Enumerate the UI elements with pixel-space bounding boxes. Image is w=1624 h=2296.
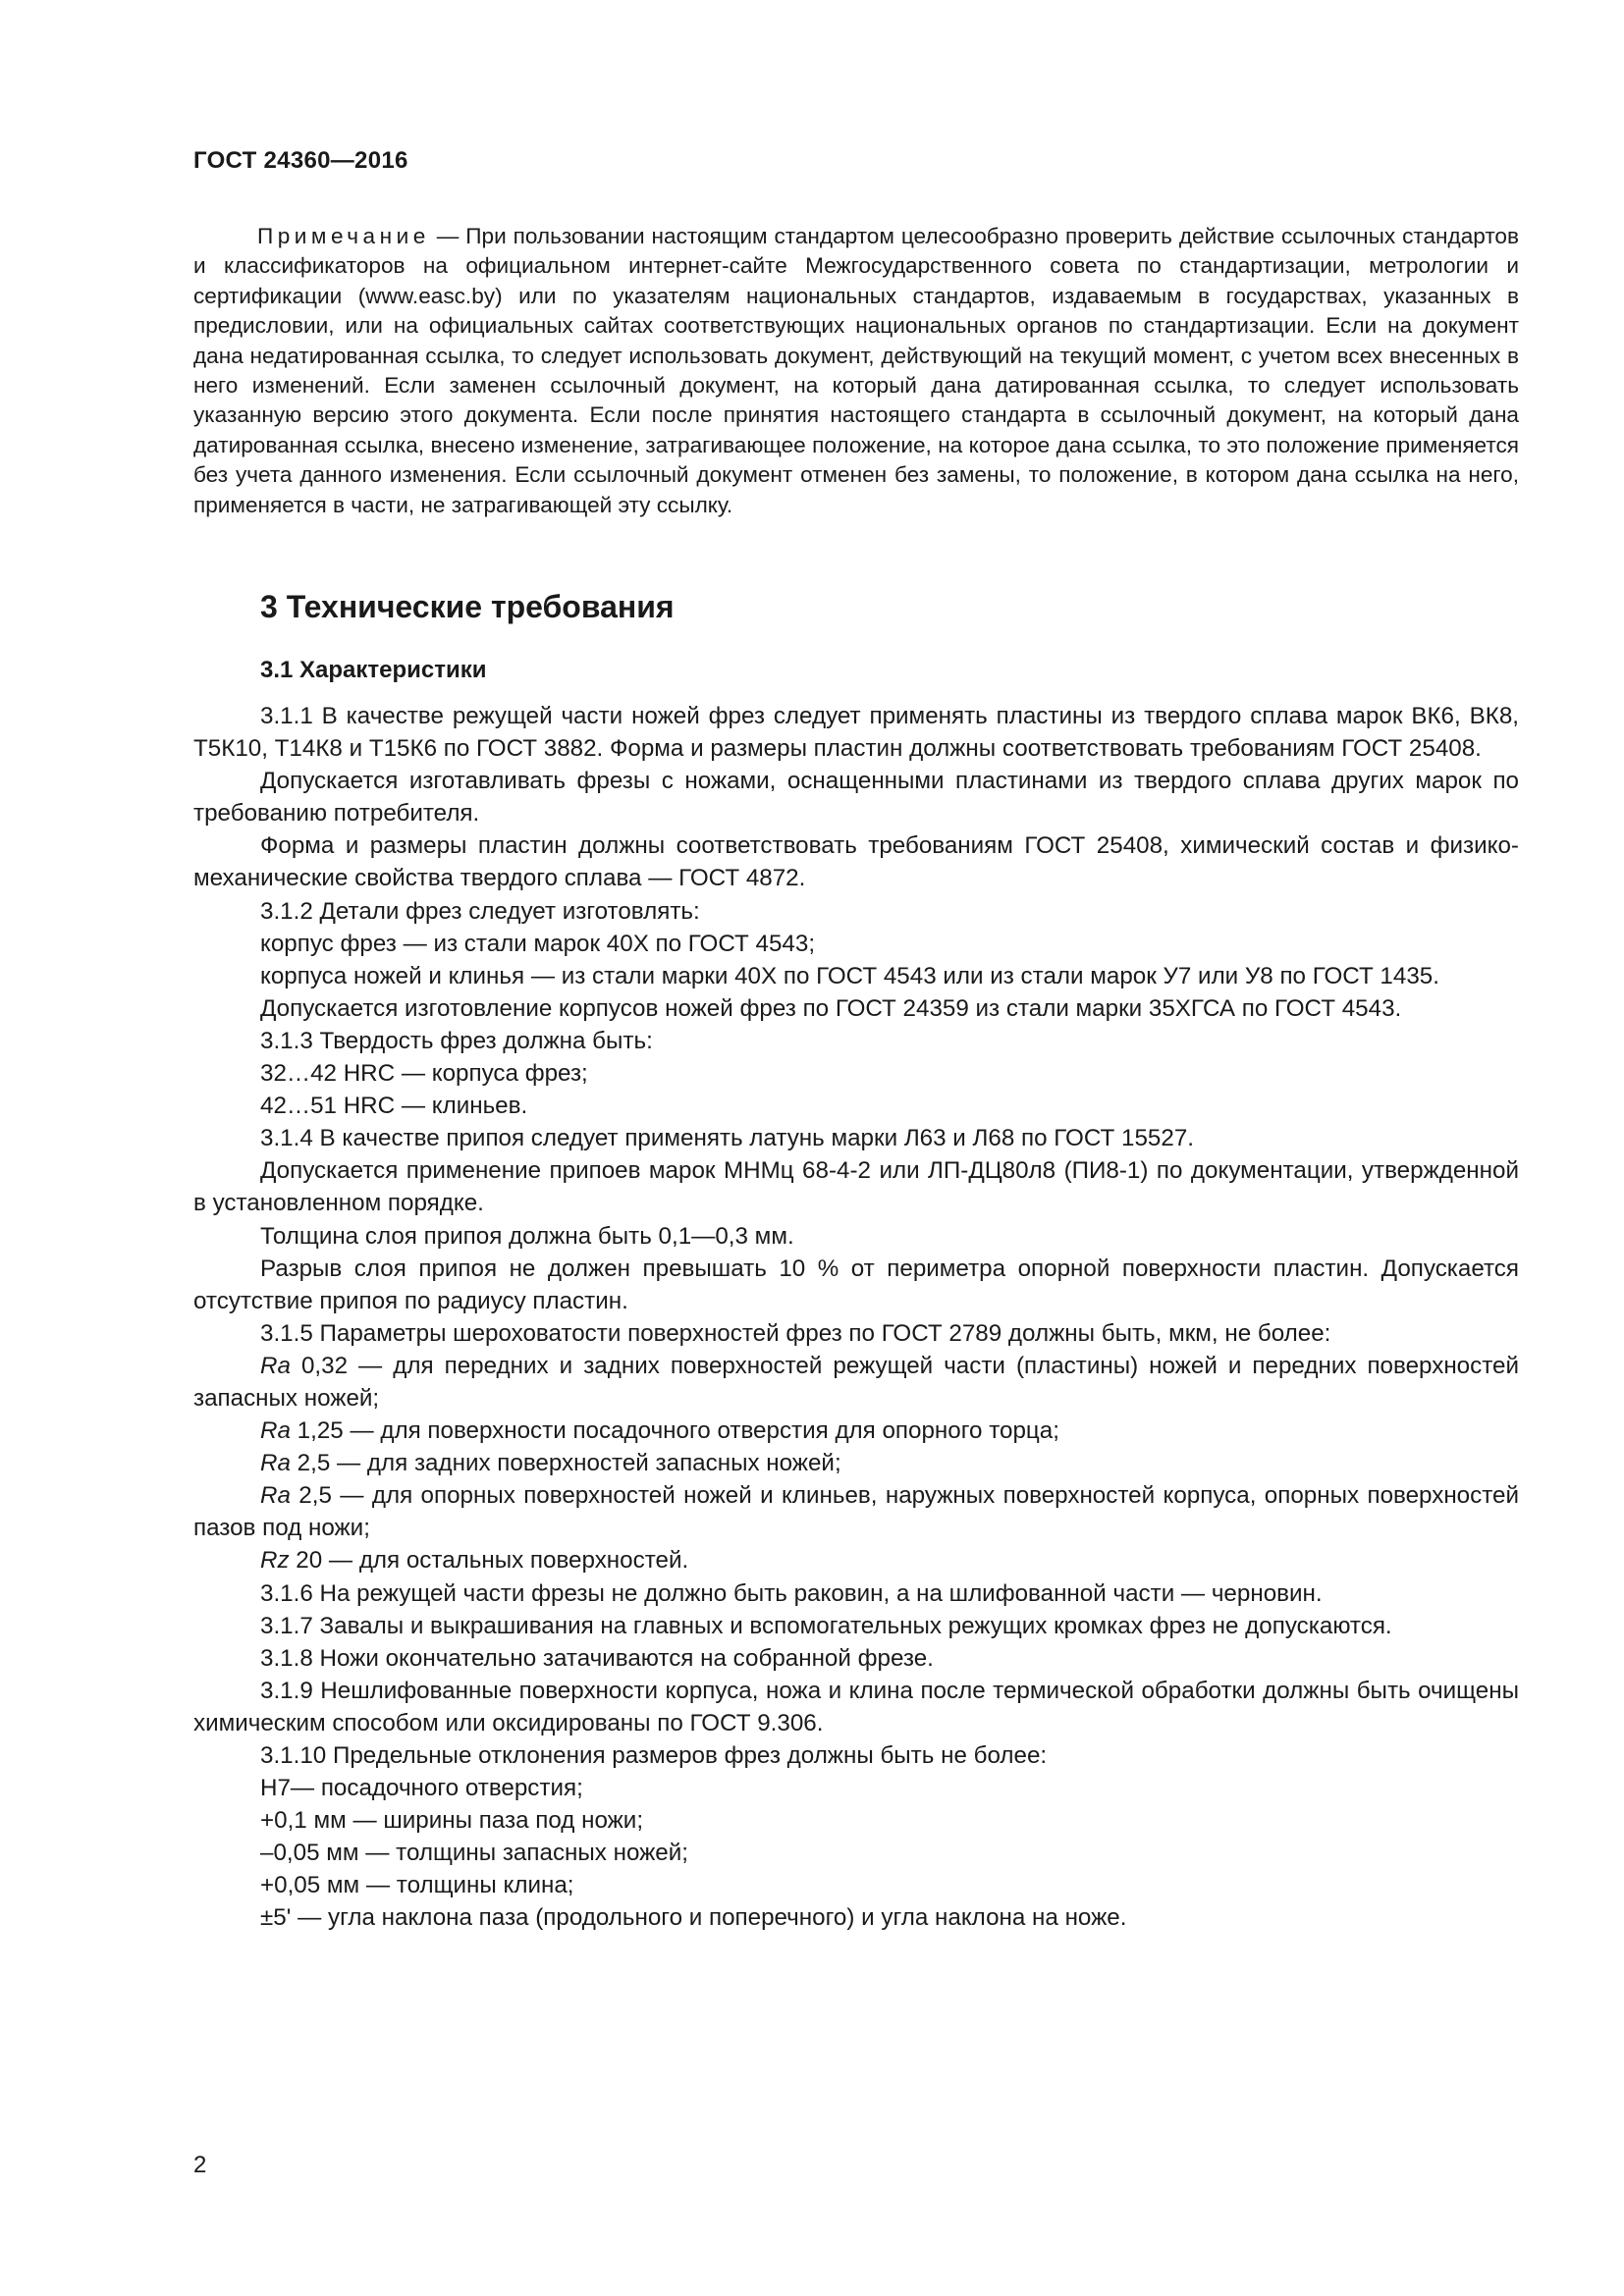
roughness-symbol: Ra	[260, 1417, 291, 1445]
roughness-symbol: Ra	[260, 1482, 291, 1510]
paragraph: 3.1.6 На режущей части фрезы не должно быть раковин, а на шлифованной части — черновин.	[260, 1579, 1323, 1607]
paragraph: Форма и размеры пластин должны соответствовать требованиям ГОСТ 25408, химический состав и физико-механические свойства твердого сплава — ГОСТ 4872.	[193, 832, 1519, 892]
section-title: 3 Технические требования	[260, 589, 675, 624]
paragraph: Ra 2,5 — для задних поверхностей запасных ножей;	[260, 1450, 841, 1477]
paragraph: Ra 2,5 — для опорных поверхностей ножей и клиньев, наружных поверхностей корпуса, опорных поверхностей пазов под ножи;	[193, 1482, 1519, 1542]
paragraph: Ra 1,25 — для поверхности посадочного отверстия для опорного торца;	[260, 1417, 1059, 1445]
paragraph: Толщина слоя припоя должна быть 0,1—0,3 мм.	[260, 1222, 794, 1250]
roughness-symbol: Ra	[260, 1450, 291, 1477]
roughness-symbol: Rz	[260, 1547, 290, 1575]
roughness-symbol: Ra	[260, 1352, 291, 1379]
paragraph: Н7— посадочного отверстия;	[260, 1775, 583, 1802]
paragraph: +0,1 мм — ширины паза под ножи;	[260, 1807, 644, 1835]
body-text	[193, 700, 1519, 1935]
paragraph: Допускается изготовление корпусов ножей фрез по ГОСТ 24359 из стали марки 35ХГСА по ГОСТ 4543.	[260, 994, 1402, 1022]
note-label: Примечание	[257, 224, 430, 248]
paragraph: ±5' — угла наклона паза (продольного и поперечного) и угла наклона на ноже.	[260, 1904, 1127, 1932]
paragraph: 3.1.5 Параметры шероховатости поверхностей фрез по ГОСТ 2789 должны быть, мкм, не более:	[260, 1319, 1331, 1347]
paragraph: 3.1.4 В качестве припоя следует применять латунь марки Л63 и Л68 по ГОСТ 15527.	[260, 1125, 1194, 1152]
paragraph: Допускается применение припоев марок МНМц 68-4-2 или ЛП-ДЦ80л8 (ПИ8-1) по документации, утвержденной в установленном порядке.	[193, 1157, 1519, 1217]
paragraph: Допускается изготавливать фрезы с ножами, оснащенными пластинами из твердого сплава других марок по требованию потребителя.	[193, 768, 1519, 828]
paragraph: 3.1.3 Твердость фрез должна быть:	[260, 1027, 653, 1054]
document-code: ГОСТ 24360—2016	[193, 147, 408, 174]
paragraph: 3.1.9 Нешлифованные поверхности корпуса, ножа и клина после термической обработки должны быть очищены химическим способом или оксидированы по ГОСТ 9.306.	[193, 1677, 1519, 1736]
paragraph: –0,05 мм — толщины запасных ножей;	[260, 1840, 688, 1867]
paragraph: Rz 20 — для остальных поверхностей.	[260, 1547, 689, 1575]
paragraph: 42…51 HRC — клиньев.	[260, 1093, 528, 1120]
subsection-title: 3.1 Характеристики	[260, 657, 487, 683]
paragraph: 3.1.7 Завалы и выкрашивания на главных и вспомогательных режущих кромках фрез не допускаются.	[260, 1612, 1392, 1639]
paragraph: 3.1.10 Предельные отклонения размеров фрез должны быть не более:	[260, 1742, 1048, 1769]
paragraph: 32…42 HRC — корпуса фрез;	[260, 1060, 588, 1088]
paragraph: корпус фрез — из стали марок 40Х по ГОСТ 4543;	[260, 930, 816, 957]
paragraph: Ra 0,32 — для передних и задних поверхностей режущей части (пластины) ножей и передних поверхностей запасных ножей;	[193, 1352, 1519, 1412]
paragraph: 3.1.2 Детали фрез следует изготовлять:	[260, 897, 700, 925]
note-text: — При пользовании настоящим стандартом целесообразно проверить действие ссылочных стандартов и классификаторов на официальном интернет-сайте Межгосударственного совета по стандартизации, метрологии и сертификации (www.easc.by) или по указателям национальных стандартов, издаваемым в государствах, указанных в предисловии, или на официальных сайтах соответствующих национальных органов по стандартизации. Если на документ дана недатированная ссылка, то следует использовать документ, действующий на текущий момент, с учетом всех внесенных в него изменений. Если заменен ссылочный документ, на который дана датированная ссылка, то следует использовать указанную версию этого документа. Если после принятия настоящего стандарта в ссылочный документ, на который дана датированная ссылка, внесено изменение, затрагивающее положение, на которое дана ссылка, то это положение применяется без учета данного изменения. Если ссылочный документ отменен без замены, то положение, в котором дана ссылка на него, применяется в части, не затрагивающей эту ссылку.	[193, 224, 1519, 517]
note-paragraph	[193, 222, 1519, 520]
paragraph: корпуса ножей и клинья — из стали марки 40Х по ГОСТ 4543 или из стали марок У7 или У8 по ГОСТ 1435.	[260, 962, 1439, 989]
paragraph: +0,05 мм — толщины клина;	[260, 1872, 574, 1899]
paragraph: 3.1.8 Ножи окончательно затачиваются на собранной фрезе.	[260, 1644, 934, 1672]
paragraph: 3.1.1 В качестве режущей части ножей фрез следует применять пластины из твердого сплава марок ВК6, ВК8, Т5К10, Т14К8 и Т15К6 по ГОСТ 3882. Форма и размеры пластин должны соответствовать требованиям ГОСТ 25408.	[193, 703, 1519, 763]
paragraph: Разрыв слоя припоя не должен превышать 10 % от периметра опорной поверхности пластин. Допускается отсутствие припоя по радиусу пластин.	[193, 1255, 1519, 1314]
page-number: 2	[193, 2152, 207, 2178]
